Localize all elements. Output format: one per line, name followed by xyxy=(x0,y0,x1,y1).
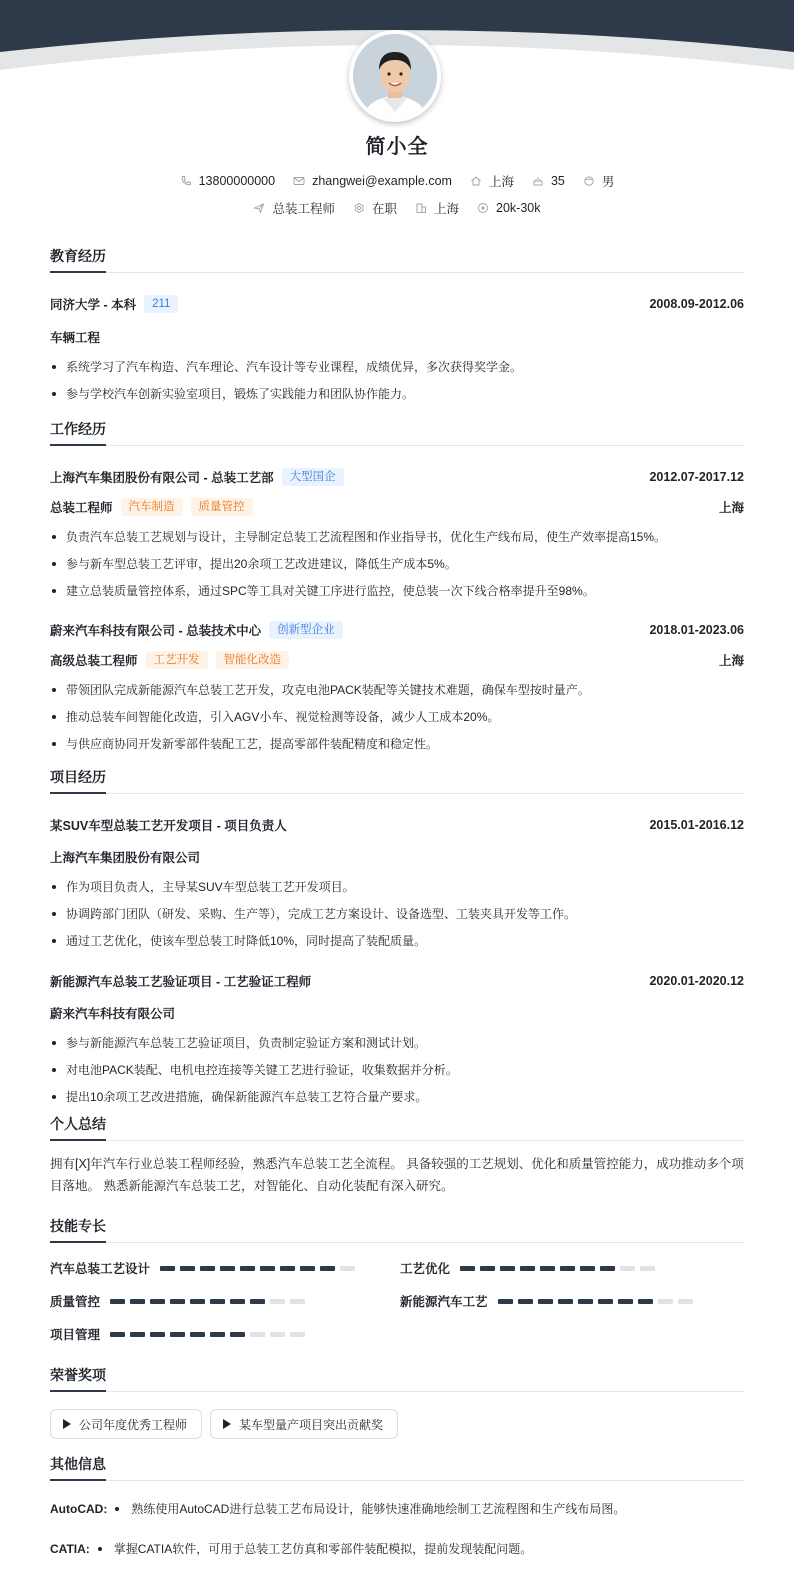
skill-bar-filled xyxy=(160,1266,175,1271)
skill-level-bar xyxy=(110,1299,305,1304)
skill-bar-filled xyxy=(260,1266,275,1271)
other-value: 掌握CATIA软件，可用于总装工艺仿真和零部件装配模拟，提前发现装配问题。 xyxy=(113,1542,533,1556)
skill-bar-empty xyxy=(640,1266,655,1271)
position-row xyxy=(50,651,744,669)
home-icon xyxy=(470,175,482,187)
projects-section xyxy=(50,767,744,1105)
work-section xyxy=(50,419,744,752)
award-label: 公司年度优秀工程师 xyxy=(79,1417,188,1432)
list-item: 与供应商协同开发新零部件装配工艺，提高零部件装配精度和稳定性。 xyxy=(50,736,744,752)
skill-tag: 工艺开发 xyxy=(146,651,208,669)
skill-bar-filled xyxy=(638,1299,653,1304)
skill-name: 工艺优化 xyxy=(400,1262,451,1276)
skill-level-bar xyxy=(498,1299,693,1304)
skill-bar-filled xyxy=(110,1299,125,1304)
job-intent-row xyxy=(0,199,794,217)
education-bullets xyxy=(50,359,744,402)
skill-bar-empty xyxy=(678,1299,693,1304)
list-item: 参与学校汽车创新实验室项目，锻炼了实践能力和团队协作能力。 xyxy=(50,386,744,402)
skill-tag: 质量管控 xyxy=(191,498,253,516)
contact-row xyxy=(0,172,794,190)
job-city: 上海 xyxy=(718,501,744,515)
skill-bar-filled xyxy=(558,1299,573,1304)
skill-bar-filled xyxy=(480,1266,495,1271)
skill-bar-filled xyxy=(320,1266,335,1271)
major: 车辆工程 xyxy=(50,331,101,345)
other-section xyxy=(50,1454,744,1557)
list-item: 参与新能源汽车总装工艺验证项目，负责制定验证方案和测试计划。 xyxy=(50,1035,744,1051)
phone-info xyxy=(180,174,275,188)
skill-item xyxy=(50,1259,355,1277)
skill-bar-filled xyxy=(580,1266,595,1271)
skill-bar-filled xyxy=(538,1299,553,1304)
job-date: 2012.07-2017.12 xyxy=(649,470,744,484)
skill-item xyxy=(400,1292,693,1310)
job-bullets xyxy=(50,529,744,599)
other-item xyxy=(50,1500,744,1517)
skill-item xyxy=(50,1292,305,1310)
cake-icon xyxy=(532,175,544,187)
skill-bar-filled xyxy=(518,1299,533,1304)
skill-bar-filled xyxy=(578,1299,593,1304)
skill-tag: 智能化改造 xyxy=(216,651,290,669)
skill-bar-empty xyxy=(250,1332,265,1337)
skill-bar-filled xyxy=(200,1266,215,1271)
company-tag: 创新型企业 xyxy=(269,621,343,639)
project-org: 上海汽车集团股份有限公司 xyxy=(50,851,201,865)
avatar-photo xyxy=(353,34,437,118)
location-text: 上海 xyxy=(488,175,514,189)
company-name: 蔚来汽车科技有限公司 - 总装技术中心 xyxy=(50,624,262,638)
skill-bar-filled xyxy=(240,1266,255,1271)
status-info xyxy=(353,199,397,217)
skill-bar-filled xyxy=(498,1299,513,1304)
skill-bar-filled xyxy=(210,1299,225,1304)
skill-bar-empty xyxy=(290,1299,305,1304)
list-item: 协调跨部门团队（研发、采购、生产等），完成工艺方案设计、设备选型、工装夹具开发等工作。 xyxy=(50,906,744,922)
send-icon xyxy=(253,202,265,214)
skill-tag: 汽车制造 xyxy=(121,498,183,516)
project-date: 2020.01-2020.12 xyxy=(649,974,744,988)
skill-bar-filled xyxy=(150,1332,165,1337)
section-title: 其他信息 xyxy=(50,1454,744,1481)
skill-bar-filled xyxy=(110,1332,125,1337)
list-item: 负责汽车总装工艺规划与设计，主导制定总装工艺流程图和作业指导书，优化生产线布局，使生产效率提高15%。 xyxy=(50,529,744,545)
skill-bar-filled xyxy=(560,1266,575,1271)
skill-bar-filled xyxy=(170,1332,185,1337)
skill-bar-filled xyxy=(520,1266,535,1271)
building-icon xyxy=(415,202,427,214)
award-label: 某车型量产项目突出贡献奖 xyxy=(239,1417,384,1432)
list-item: 推动总装车间智能化改造，引入AGV小车、视觉检测等设备，减少人工成本20%。 xyxy=(50,709,744,725)
skill-bar-filled xyxy=(300,1266,315,1271)
job-header xyxy=(50,468,744,486)
skill-bar-filled xyxy=(540,1266,555,1271)
skill-bar-empty xyxy=(270,1299,285,1304)
email-text: zhangwei@example.com xyxy=(312,174,452,188)
skill-bar-filled xyxy=(210,1332,225,1337)
position-row xyxy=(50,498,744,516)
skill-bar-filled xyxy=(180,1266,195,1271)
mail-icon xyxy=(293,175,305,187)
skill-name: 质量管控 xyxy=(50,1295,101,1309)
skill-bar-filled xyxy=(220,1266,235,1271)
gender-icon xyxy=(583,175,595,187)
skills-section xyxy=(50,1216,744,1346)
project-name: 某SUV车型总装工艺开发项目 - 项目负责人 xyxy=(50,819,287,833)
awards-section xyxy=(50,1365,744,1439)
skill-item xyxy=(50,1325,305,1343)
project-name: 新能源汽车总装工艺验证项目 - 工艺验证工程师 xyxy=(50,975,312,989)
other-value: 熟练使用AutoCAD进行总装工艺布局设计，能够快速准确地绘制工艺流程图和生产线布局图。 xyxy=(131,1502,626,1516)
summary-text: 拥有[X]年汽车行业总装工程师经验，熟悉汽车总装工艺全流程。 具备较强的工艺规划、优化和质量管控能力，成功推动多个项目落地。 熟悉新能源汽车总装工艺，对智能化、自动化装配有深入研究。 xyxy=(50,1157,744,1193)
section-title: 荣誉奖项 xyxy=(50,1365,744,1392)
skill-bar-filled xyxy=(130,1332,145,1337)
skill-bar-empty xyxy=(340,1266,355,1271)
skill-level-bar xyxy=(460,1266,655,1271)
list-item: 建立总装质量管控体系，通过SPC等工具对关键工序进行监控，使总装一次下线合格率提升至98%。 xyxy=(50,583,744,599)
summary-section xyxy=(50,1114,744,1197)
project-date: 2015.01-2016.12 xyxy=(649,818,744,832)
skill-bar-filled xyxy=(618,1299,633,1304)
skill-bar-filled xyxy=(230,1332,245,1337)
project-header xyxy=(50,816,744,834)
skill-bar-filled xyxy=(460,1266,475,1271)
project-bullets xyxy=(50,1035,744,1105)
awards-list xyxy=(50,1409,744,1439)
avatar xyxy=(349,30,441,122)
job-text: 总装工程师 xyxy=(272,202,335,216)
salary-text: 20k-30k xyxy=(496,201,541,215)
city-info xyxy=(415,199,459,217)
skill-bar-empty xyxy=(290,1332,305,1337)
skill-name: 汽车总装工艺设计 xyxy=(50,1262,151,1276)
skill-bar-empty xyxy=(620,1266,635,1271)
section-title: 项目经历 xyxy=(50,767,744,794)
bullet-dot xyxy=(98,1547,102,1551)
list-item: 作为项目负责人，主导某SUV车型总装工艺开发项目。 xyxy=(50,879,744,895)
other-key: AutoCAD: xyxy=(50,1501,108,1516)
skill-bar-filled xyxy=(280,1266,295,1271)
skill-item xyxy=(400,1259,655,1277)
education-date: 2008.09-2012.06 xyxy=(649,297,744,311)
project-bullets xyxy=(50,879,744,949)
section-title: 工作经历 xyxy=(50,419,744,446)
school-name: 同济大学 - 本科 xyxy=(50,298,137,312)
company-tag: 大型国企 xyxy=(282,468,344,486)
education-header xyxy=(50,295,744,313)
phone-text: 13800000000 xyxy=(198,174,276,188)
skill-bar-filled xyxy=(190,1332,205,1337)
gender-text: 男 xyxy=(601,175,615,189)
list-item: 通过工艺优化，使该车型总装工时降低10%，同时提高了装配质量。 xyxy=(50,933,744,949)
other-item xyxy=(50,1540,744,1557)
skill-level-bar xyxy=(110,1332,305,1337)
skill-bar-empty xyxy=(270,1332,285,1337)
settings-icon xyxy=(353,202,365,214)
resume-name: 简小全 xyxy=(365,136,429,158)
skill-bar-filled xyxy=(250,1299,265,1304)
education-section xyxy=(50,246,744,402)
location-info xyxy=(470,172,514,190)
job-info xyxy=(253,199,335,217)
job-city: 上海 xyxy=(718,654,744,668)
play-icon xyxy=(223,1419,231,1429)
list-item: 对电池PACK装配、电机电控连接等关键工艺进行验证，收集数据并分析。 xyxy=(50,1062,744,1078)
skill-name: 项目管理 xyxy=(50,1328,101,1342)
award-chip xyxy=(50,1409,202,1439)
skill-bar-filled xyxy=(150,1299,165,1304)
project-org: 蔚来汽车科技有限公司 xyxy=(50,1007,176,1021)
list-item: 系统学习了汽车构造、汽车理论、汽车设计等专业课程，成绩优异，多次获得奖学金。 xyxy=(50,359,744,375)
list-item: 提出10余项工艺改进措施，确保新能源汽车总装工艺符合量产要求。 xyxy=(50,1089,744,1105)
salary-info xyxy=(477,201,540,215)
section-title: 教育经历 xyxy=(50,246,744,273)
skill-level-bar xyxy=(160,1266,355,1271)
job-header xyxy=(50,621,744,639)
email-info xyxy=(293,174,452,188)
skill-bar-filled xyxy=(500,1266,515,1271)
company-name: 上海汽车集团股份有限公司 - 总装工艺部 xyxy=(50,471,274,485)
list-item: 参与新车型总装工艺评审，提出20余项工艺改进建议，降低生产成本5%。 xyxy=(50,556,744,572)
age-info xyxy=(532,174,565,188)
section-title: 技能专长 xyxy=(50,1216,744,1243)
skill-bar-filled xyxy=(598,1299,613,1304)
status-text: 在职 xyxy=(372,202,398,216)
position-title: 高级总装工程师 xyxy=(50,654,138,668)
school-tag: 211 xyxy=(144,295,178,313)
age-text: 35 xyxy=(550,174,565,188)
skill-name: 新能源汽车工艺 xyxy=(400,1295,488,1309)
award-chip xyxy=(210,1409,398,1439)
section-title: 个人总结 xyxy=(50,1114,744,1141)
position-title: 总装工程师 xyxy=(50,501,113,515)
coin-icon xyxy=(477,202,489,214)
city-text: 上海 xyxy=(434,202,460,216)
phone-icon xyxy=(180,175,192,187)
skill-bar-empty xyxy=(658,1299,673,1304)
job-date: 2018.01-2023.06 xyxy=(649,623,744,637)
skill-bar-filled xyxy=(190,1299,205,1304)
skill-bar-filled xyxy=(230,1299,245,1304)
other-key: CATIA: xyxy=(50,1541,90,1556)
job-bullets xyxy=(50,682,744,752)
gender-info xyxy=(583,172,615,190)
play-icon xyxy=(63,1419,71,1429)
skill-bar-filled xyxy=(600,1266,615,1271)
bullet-dot xyxy=(115,1507,119,1511)
project-header xyxy=(50,972,744,990)
skill-bar-filled xyxy=(170,1299,185,1304)
list-item: 带领团队完成新能源汽车总装工艺开发，攻克电池PACK装配等关键技术难题，确保车型按时量产。 xyxy=(50,682,744,698)
skill-bar-filled xyxy=(130,1299,145,1304)
